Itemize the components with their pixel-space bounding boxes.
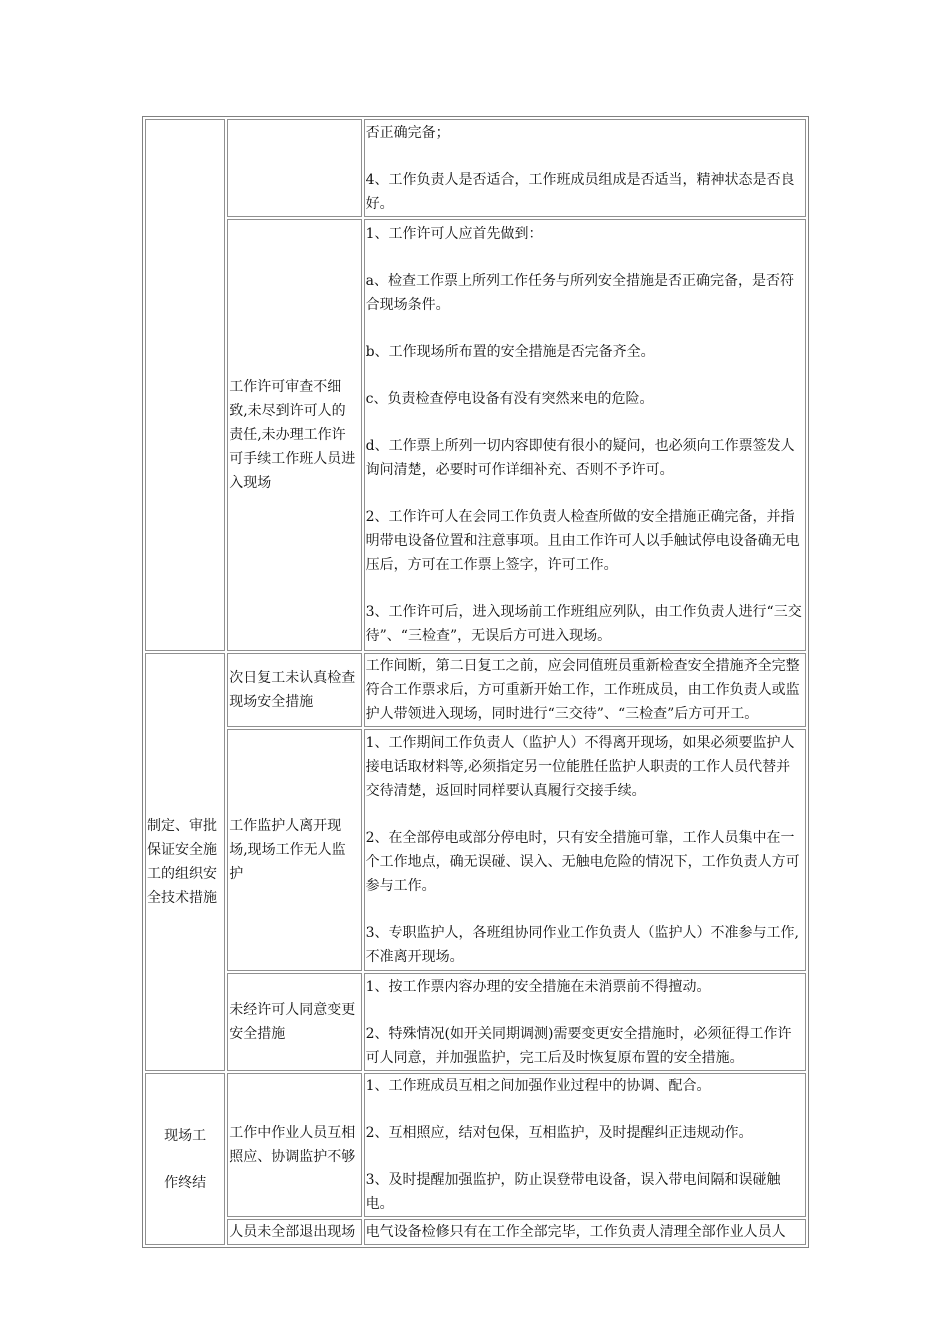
measure-paragraph: 3、及时提醒加强监护，防止误登带电设备，误入带电间隔和误碰触电。 — [365, 1172, 781, 1212]
measure-paragraph: c、负责检查停电设备有没有突然来电的危险。 — [365, 391, 654, 407]
measure-paragraph: 3、专职监护人，各班组协同作业工作负责人（监护人）不准参与工作,不准离开现场。 — [365, 925, 799, 965]
measure-paragraph: 2、互相照应，结对包保，互相监护，及时提醒纠正违规动作。 — [365, 1125, 753, 1141]
category-cell: 制定、审批保证安全施工的组织安全技术措施 — [145, 653, 225, 1071]
category-cell — [145, 119, 225, 651]
issue-cell — [227, 119, 361, 217]
table-row — [145, 1073, 806, 1217]
measure-paragraph: d、工作票上所列一切内容即使有很小的疑问，也必须向工作票签发人询问清楚，必要时可作详细补充、否则不予许可。 — [365, 438, 795, 478]
table-row — [145, 729, 806, 971]
table-row — [145, 973, 806, 1071]
measure-cell — [364, 973, 806, 1071]
measure-paragraph: 否正确完备； — [365, 124, 450, 141]
measure-paragraph: 电气设备检修只有在工作全部完毕，工作负责人清理全部作业人员人 — [365, 1224, 786, 1240]
safety-measures-table — [142, 116, 809, 1248]
measure-paragraph: 1、工作期间工作负责人（监护人）不得离开现场，如果必须要监护人接电话取材料等,必须指定另一位能胜任监护人职责的工作人员代替并交待清楚，返回时同样要认真履行交接手续。 — [365, 735, 795, 799]
table-row — [145, 1219, 806, 1245]
measure-paragraph: 2、在全部停电或部分停电时，只有安全措施可靠，工作人员集中在一个工作地点，确无误碰、误入、无触电危险的情况下，工作负责人方可参与工作。 — [365, 830, 800, 894]
issue-cell: 人员未全部退出现场 — [227, 1219, 361, 1245]
issue-cell: 工作中作业人员互相照应、协调监护不够 — [227, 1073, 361, 1217]
measure-cell — [364, 1073, 806, 1217]
issue-cell: 次日复工未认真检查现场安全措施 — [227, 653, 361, 727]
measure-paragraph: b、工作现场所布置的安全措施是否完备齐全。 — [365, 344, 655, 360]
measure-paragraph: 1、工作班成员互相之间加强作业过程中的协调、配合。 — [365, 1078, 711, 1094]
measure-cell — [364, 219, 806, 651]
issue-cell: 未经许可人同意变更安全措施 — [227, 973, 361, 1071]
measure-paragraph: 1、按工作票内容办理的安全措施在未消票前不得擅动。 — [365, 978, 711, 995]
category-line: 现场工 — [164, 1127, 207, 1144]
issue-cell: 工作许可审查不细致,未尽到许可人的责任,未办理工作许可手续工作班人员进入现场 — [227, 219, 361, 651]
measure-cell — [364, 729, 806, 971]
measure-cell — [364, 653, 806, 727]
measure-paragraph: 2、工作许可人在会同工作负责人检查所做的安全措施正确完备，并指明带电设备位置和注意事项。且由工作许可人以手触试停电设备确无电压后，方可在工作票上签字，许可工作。 — [365, 509, 800, 573]
category-line: 作终结 — [164, 1174, 207, 1191]
measure-paragraph: 1、工作许可人应首先做到： — [365, 226, 543, 242]
measure-paragraph: 工作间断，第二日复工之前，应会同值班员重新检查安全措施齐全完整符合工作票求后，方可重新开始工作，工作班成员，由工作负责人或监护人带领进入现场，同时进行“三交待”、“三检查”后方可开工。 — [365, 658, 800, 722]
measure-paragraph: 4、工作负责人是否适合，工作班成员组成是否适当，精神状态是否良好。 — [365, 171, 795, 212]
table-row — [145, 653, 806, 727]
category-cell — [145, 1073, 225, 1245]
measure-cell — [364, 1219, 806, 1245]
table-row — [145, 219, 806, 651]
issue-cell: 工作监护人离开现场,现场工作无人监护 — [227, 729, 361, 971]
table-row — [145, 119, 806, 217]
measure-paragraph: 2、特殊情况(如开关同期调测)需要变更安全措施时，必须征得工作许可人同意，并加强监护，完工后及时恢复原布置的安全措施。 — [365, 1025, 792, 1066]
measure-cell — [364, 119, 806, 217]
measure-paragraph: 3、工作许可后，进入现场前工作班组应列队，由工作负责人进行“三交待”、“三检查”，无误后方可进入现场。 — [365, 604, 802, 644]
measure-paragraph: a、检查工作票上所列工作任务与所列安全措施是否正确完备，是否符合现场条件。 — [365, 273, 794, 313]
